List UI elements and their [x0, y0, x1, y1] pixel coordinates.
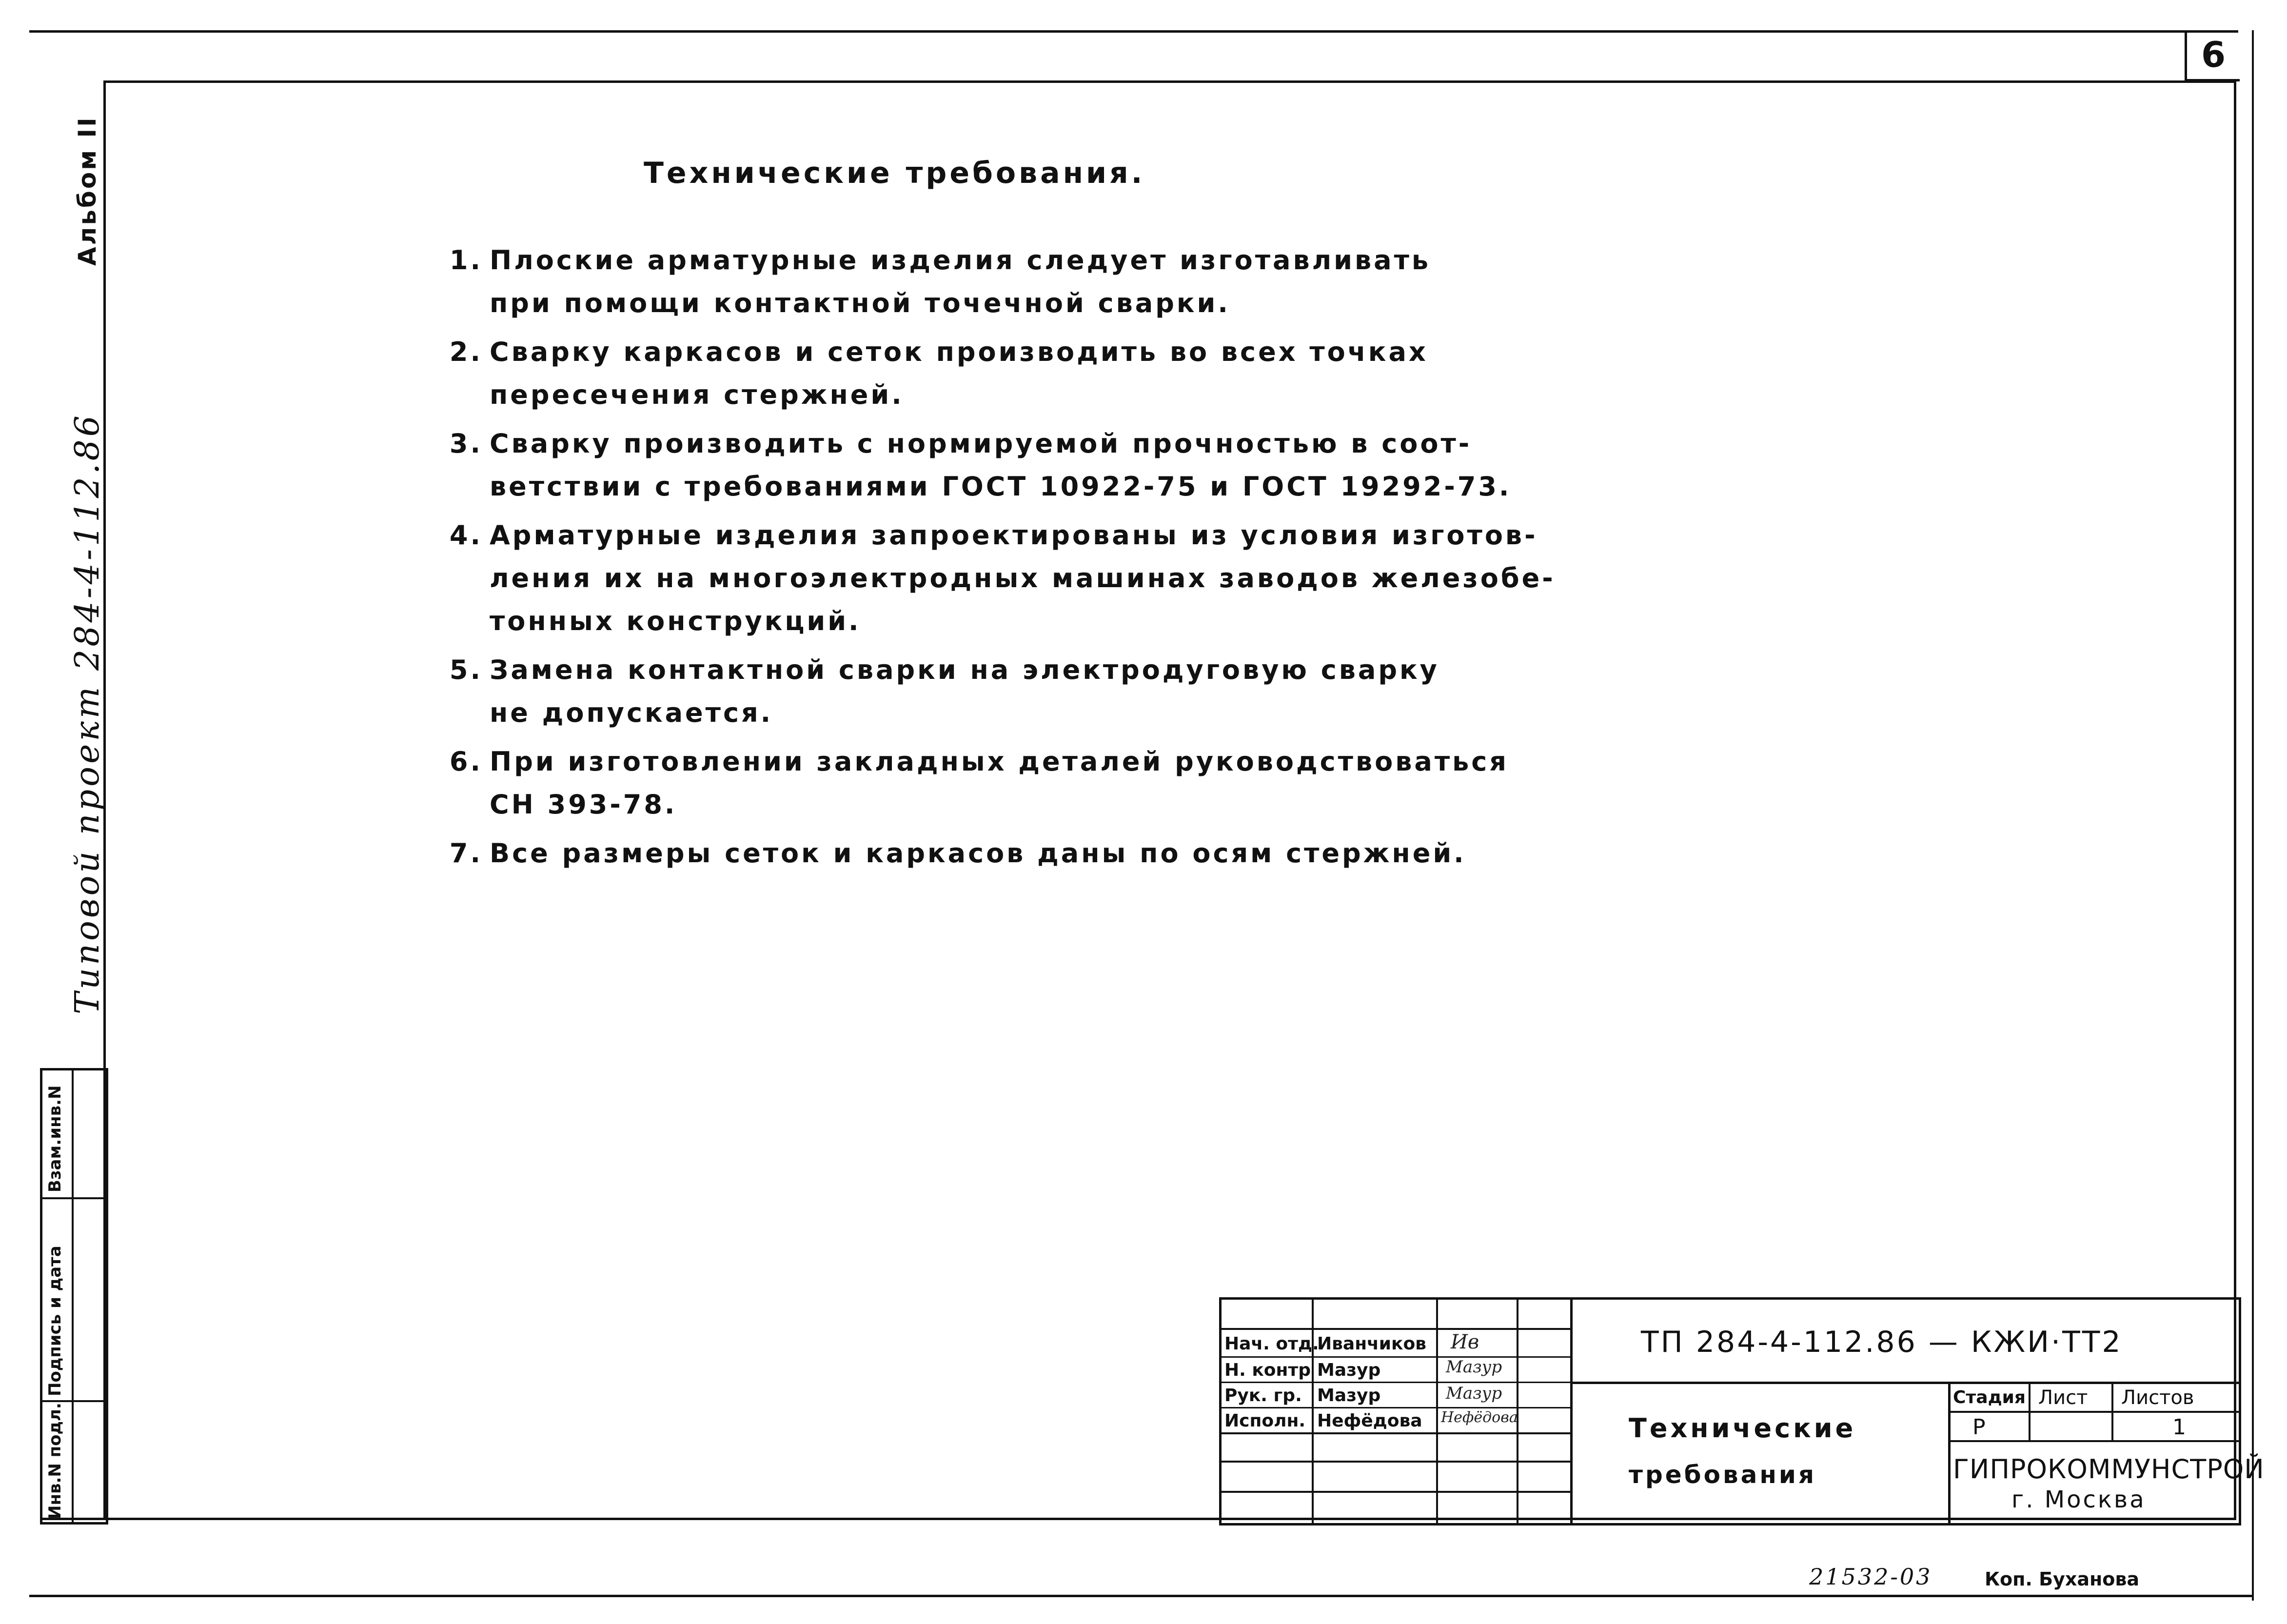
role-name: Мазур — [1317, 1386, 1381, 1406]
signature: Нефёдова — [1441, 1409, 1518, 1426]
requirements-list — [439, 239, 1560, 875]
signature: Мазур — [1446, 1384, 1502, 1403]
requirement-item — [439, 514, 1560, 643]
tb-row — [1222, 1382, 1570, 1383]
tb-col-2 — [1436, 1300, 1438, 1523]
role-label: Н. контр — [1224, 1360, 1311, 1380]
top-border-line — [29, 30, 2238, 33]
requirement-item — [439, 331, 1560, 416]
tb-designation-divider — [1570, 1382, 2239, 1384]
side-stamp — [40, 1068, 108, 1525]
requirement-item — [439, 740, 1560, 826]
role-name: Иванчиков — [1317, 1334, 1426, 1354]
requirement-text: Арматурные изделия запроектированы из условия изготов- ления их на многоэлектродных машинах заводов железобе- тонных конструкций. — [490, 520, 1556, 636]
requirement-item — [439, 832, 1560, 875]
tb-col-4 — [1570, 1300, 1573, 1523]
tb-stage-col-1 — [2029, 1382, 2031, 1442]
sheets-value: 1 — [2172, 1415, 2186, 1440]
side-project-title: Типовой проект 284-4-112.86 — [68, 413, 107, 1014]
document-title-line2: требования — [1629, 1461, 1817, 1489]
tb-stage-col-2 — [2111, 1382, 2113, 1442]
side-stamp-podpis-data: Подпись и дата — [45, 1246, 65, 1396]
requirement-item — [439, 422, 1560, 508]
sheets-label: Листов — [2121, 1386, 2194, 1409]
sheet-label: Лист — [2038, 1386, 2088, 1409]
requirement-number: 2. — [449, 337, 483, 367]
requirement-text: Сварку каркасов и сеток производить во всех точках пересечения стержней. — [490, 337, 1428, 410]
requirement-number: 7. — [449, 838, 483, 869]
requirement-text: При изготовлении закладных деталей руководствоваться СН 393-78. — [490, 746, 1509, 820]
requirement-item — [439, 649, 1560, 734]
tb-col-1 — [1312, 1300, 1314, 1523]
document-designation: ТП 284-4-112.86 — КЖИ·ТТ2 — [1641, 1325, 2123, 1359]
requirement-text: Сварку производить с нормируемой прочностью в соот- ветствии с требованиями ГОСТ 10922-75 и ГОСТ 19292-73. — [490, 428, 1512, 502]
inner-frame-top — [103, 80, 2236, 83]
stage-value: Р — [1972, 1415, 1986, 1440]
role-name: Мазур — [1317, 1360, 1381, 1380]
organization-city: г. Москва — [2011, 1486, 2146, 1513]
requirement-number: 1. — [449, 245, 483, 276]
order-number: 21532-03 — [1809, 1564, 1932, 1590]
stage-label: Стадия — [1953, 1387, 2026, 1407]
requirement-number: 3. — [449, 428, 483, 459]
side-stamp-row-2 — [42, 1400, 106, 1402]
requirement-number: 5. — [449, 654, 483, 685]
requirement-item — [439, 239, 1560, 325]
page-title: Технические требования. — [644, 156, 1145, 190]
role-label: Исполн. — [1224, 1411, 1305, 1431]
tb-stage-row-2 — [1948, 1440, 2239, 1442]
tb-row — [1222, 1432, 1570, 1434]
role-name: Нефёдова — [1317, 1411, 1422, 1431]
document-title-line1: Технические — [1629, 1413, 1856, 1444]
requirement-text: Плоские арматурные изделия следует изготавливать при помощи контактной точечной сварки. — [490, 245, 1431, 318]
role-label: Рук. гр. — [1224, 1386, 1302, 1406]
bottom-border-line — [29, 1595, 2254, 1597]
side-stamp-divider — [72, 1070, 74, 1522]
copied-by: Коп. Буханова — [1985, 1568, 2140, 1590]
signature: Мазур — [1446, 1357, 1502, 1377]
title-block — [1219, 1297, 2265, 1525]
tb-stage-row — [1948, 1411, 2239, 1413]
requirement-text: Замена контактной сварки на электродуговую сварку не допускается. — [490, 654, 1439, 728]
tb-row — [1222, 1491, 1570, 1493]
outer-frame-right — [2252, 30, 2254, 1601]
side-stamp-vzam-inv: Взам.инв.N — [45, 1085, 65, 1192]
album-label: Альбом II — [73, 116, 101, 266]
organization-name: ГИПРОКОММУНСТРОЙ — [1953, 1454, 2265, 1485]
requirement-number: 6. — [449, 746, 483, 777]
side-stamp-inv-podl: Инв.N подл. — [45, 1403, 65, 1519]
signature: Ив — [1451, 1331, 1479, 1353]
tb-row — [1222, 1328, 1570, 1330]
sheet-number: 6 — [2185, 30, 2240, 81]
side-stamp-row-1 — [42, 1197, 106, 1199]
requirement-text: Все размеры сеток и каркасов даны по осям стержней. — [490, 838, 1466, 869]
requirement-number: 4. — [449, 520, 483, 551]
tb-row — [1222, 1407, 1570, 1408]
tb-row — [1222, 1356, 1570, 1358]
tb-stage-divider — [1948, 1382, 1951, 1523]
tb-row — [1222, 1461, 1570, 1463]
role-label: Нач. отд. — [1224, 1334, 1319, 1354]
